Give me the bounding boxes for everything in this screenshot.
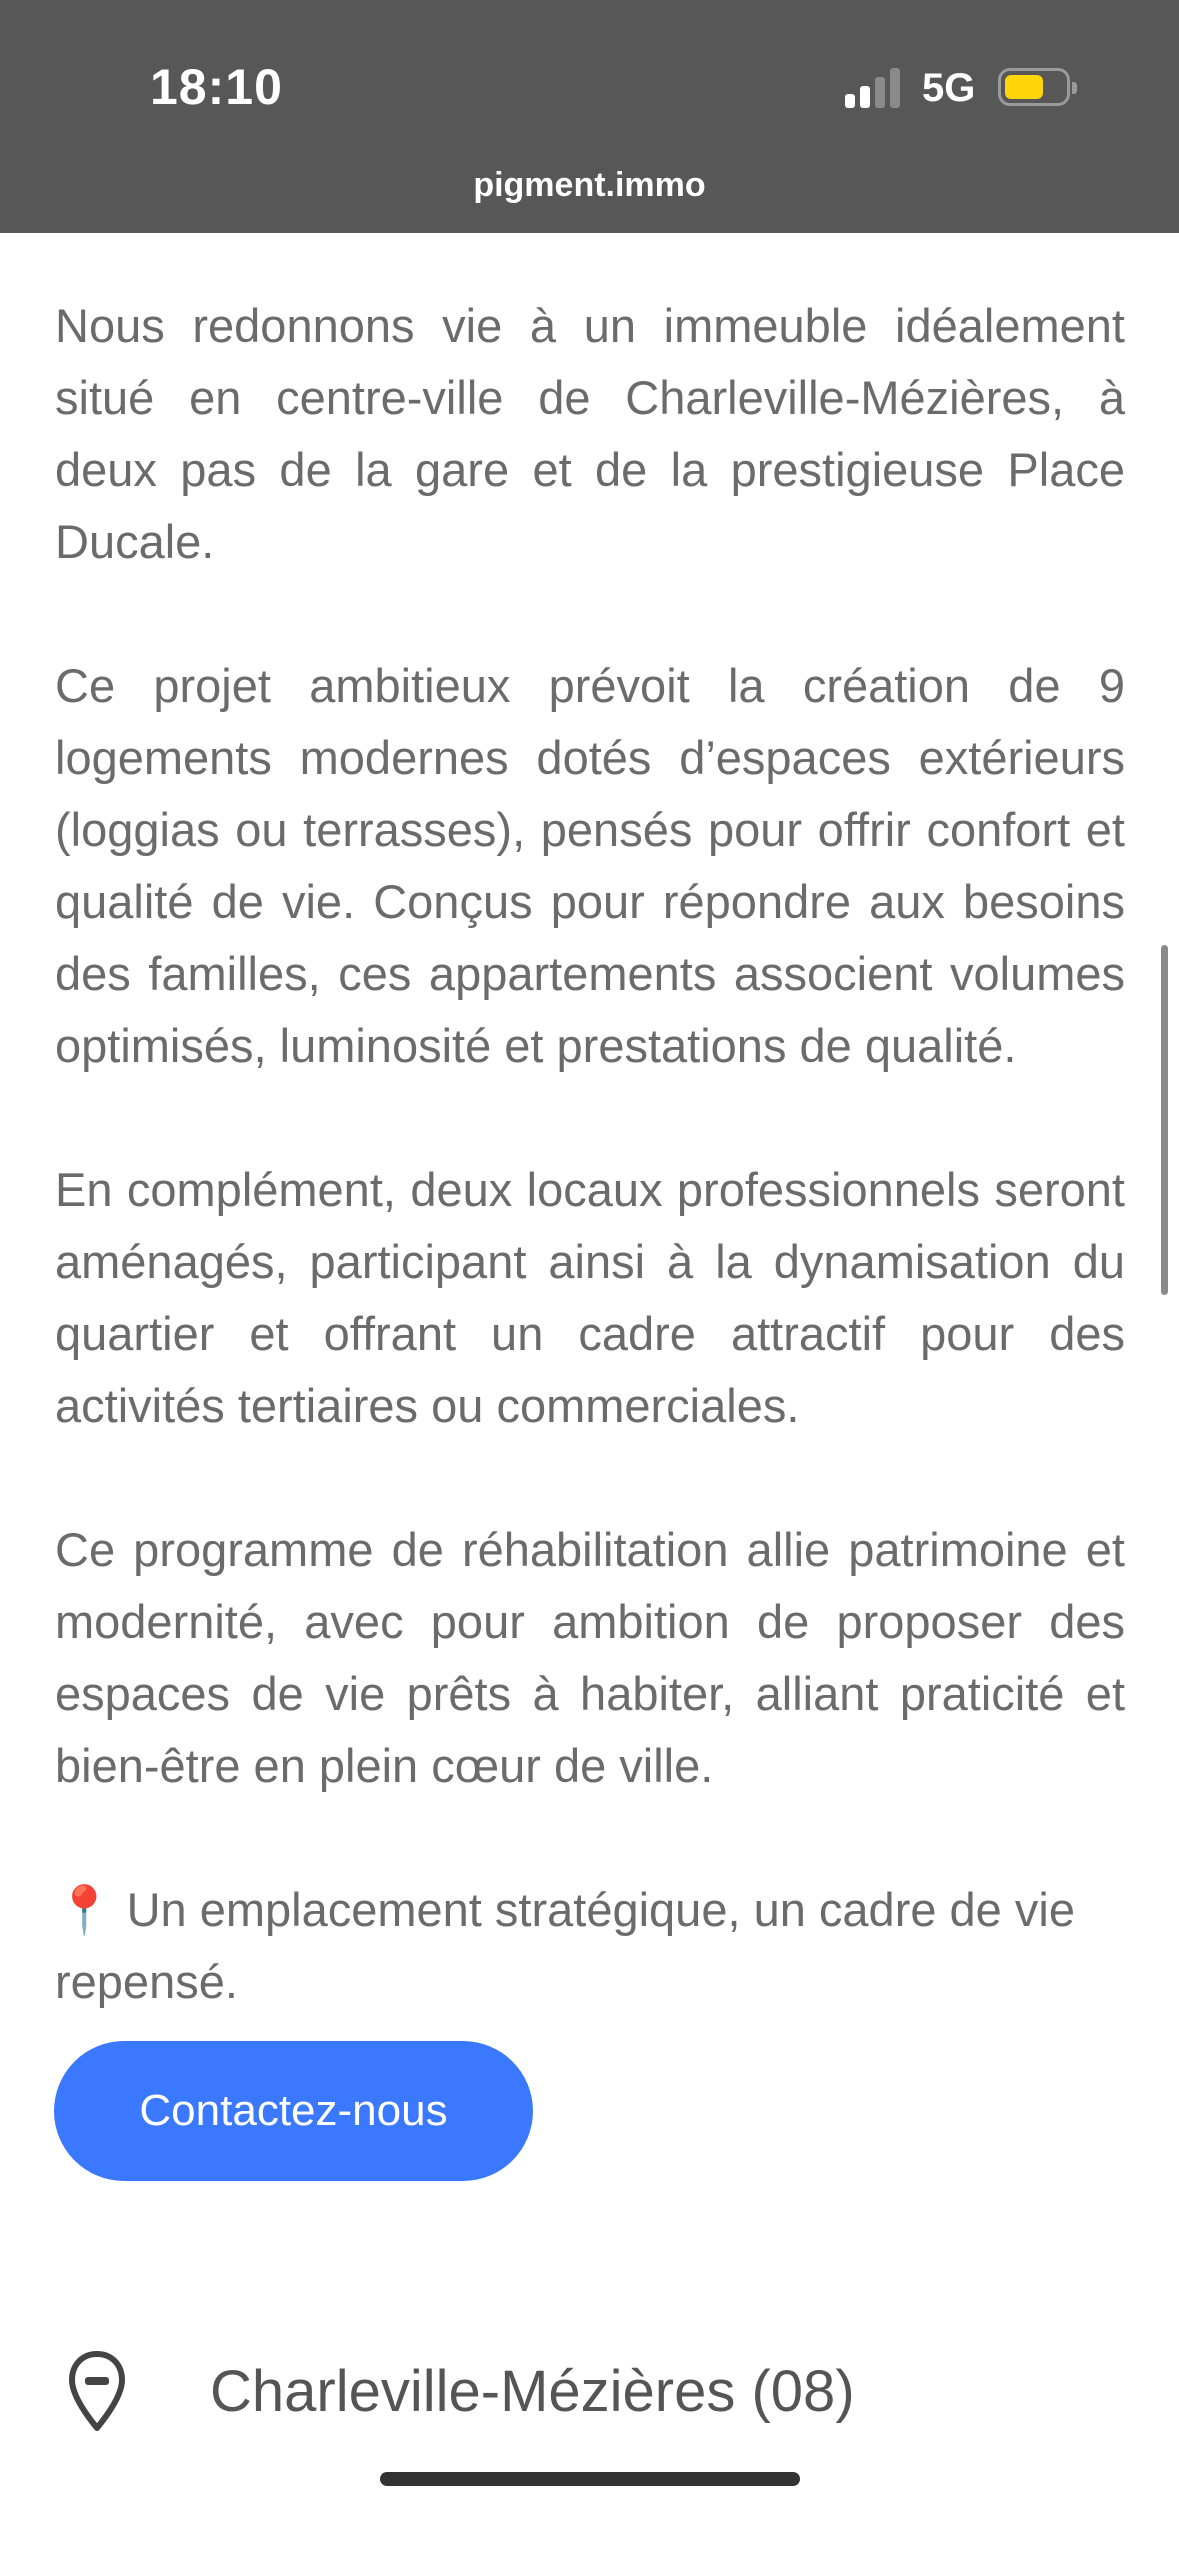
location-label: Charleville-Mézières (08): [210, 2358, 855, 2424]
home-indicator[interactable]: [380, 2472, 800, 2486]
paragraph: En complément, deux locaux professionnels seront aménagés, participant ainsi à la dynamisation du quartier et offrant un cadre attractif pour des activités tertiaires ou commerciales.: [55, 1163, 1125, 1432]
scrollbar[interactable]: [1161, 945, 1168, 1295]
battery-icon: [998, 68, 1070, 106]
paragraph: Ce programme de réhabilitation allie patrimoine et modernité, avec pour ambition de proposer des espaces de vie prêts à habiter, alliant praticité et bien-être en plein cœur de ville.: [55, 1523, 1125, 1792]
status-time: 18:10: [150, 59, 283, 115]
location: [66, 2350, 855, 2432]
url-bar[interactable]: pigment.immo: [473, 166, 706, 204]
network-type: 5G: [922, 66, 976, 110]
paragraph: Ce projet ambitieux prévoit la création de 9 logements modernes dotés d’espaces extérieurs (loggias ou terrasses), pensés pour offrir confort et qualité de vie. Conçus pour répondre aux besoins des familles, ces appartements associent volumes optimisés, luminosité et prestations de qualité.: [55, 659, 1125, 1072]
contact-button[interactable]: Contactez-nous: [54, 2041, 533, 2181]
map-pin-icon: [66, 2350, 128, 2432]
project-description: [55, 290, 1125, 2090]
paragraph: 📍 Un emplacement stratégique, un cadre de vie repensé.: [55, 1883, 1075, 2008]
paragraph: Nous redonnons vie à un immeuble idéalement situé en centre-ville de Charleville-Mézières, à deux pas de la gare et de la prestigieuse Place Ducale.: [55, 299, 1125, 568]
status-bar: [0, 0, 1179, 233]
signal-icon: [845, 68, 905, 108]
